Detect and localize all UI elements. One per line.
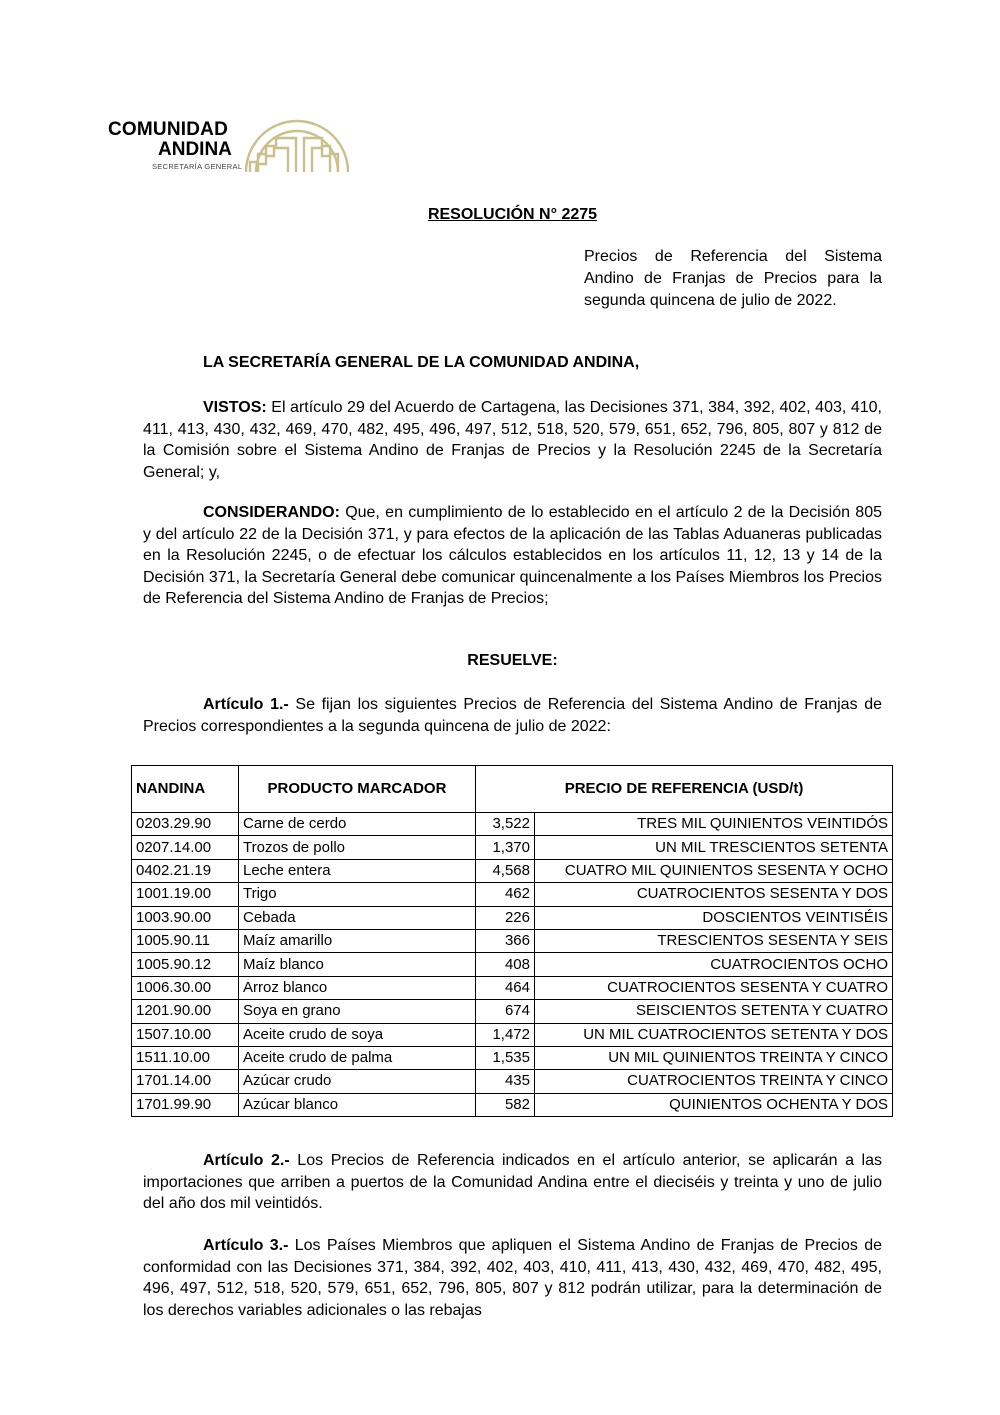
table-header-row [132, 766, 893, 813]
cell-producto: Maíz blanco [239, 953, 476, 976]
cell-letras: CUATRO MIL QUINIENTOS SESENTA Y OCHO [535, 859, 893, 882]
logo-line-1: COMUNIDAD [108, 119, 229, 140]
reference-price-table [131, 765, 893, 1117]
cell-nandina: 1005.90.11 [132, 929, 239, 952]
articulo-1-paragraph [143, 694, 882, 737]
resolution-title [0, 206, 1000, 224]
articulo-2-label: Artículo 2.- [203, 1152, 290, 1169]
cell-valor: 1,370 [476, 836, 535, 859]
cell-producto: Cebada [239, 906, 476, 929]
table-row [132, 929, 893, 952]
resuelve-text: RESUELVE: [467, 652, 558, 669]
cell-nandina: 0402.21.19 [132, 859, 239, 882]
cell-letras: CUATROCIENTOS TREINTA Y CINCO [535, 1070, 893, 1093]
table-row [132, 813, 893, 836]
cell-nandina: 1511.10.00 [132, 1046, 239, 1069]
cell-producto: Soya en grano [239, 1000, 476, 1023]
table-row [132, 1070, 893, 1093]
cell-producto: Trigo [239, 883, 476, 906]
cell-valor: 1,472 [476, 1023, 535, 1046]
table-row [132, 953, 893, 976]
table-row [132, 859, 893, 882]
cell-nandina: 1005.90.12 [132, 953, 239, 976]
cell-valor: 582 [476, 1093, 535, 1116]
cell-letras: DOSCIENTOS VEINTISÉIS [535, 906, 893, 929]
cell-valor: 674 [476, 1000, 535, 1023]
cell-nandina: 1701.14.00 [132, 1070, 239, 1093]
cell-nandina: 1001.19.00 [132, 883, 239, 906]
table-body [132, 813, 893, 1117]
andean-arch-icon [242, 118, 352, 174]
table-row [132, 976, 893, 999]
considerando-paragraph [143, 502, 882, 610]
cell-letras: TRES MIL QUINIENTOS VEINTIDÓS [535, 813, 893, 836]
cell-valor: 464 [476, 976, 535, 999]
table-row [132, 1093, 893, 1116]
table-row [132, 1000, 893, 1023]
articulo-2-paragraph [143, 1150, 882, 1215]
cell-valor: 435 [476, 1070, 535, 1093]
cell-producto: Aceite crudo de palma [239, 1046, 476, 1069]
cell-nandina: 0203.29.90 [132, 813, 239, 836]
articulo-3-label: Artículo 3.- [203, 1237, 289, 1254]
logo-line-3: SECRETARÍA GENERAL [152, 162, 243, 171]
vistos-paragraph [143, 397, 882, 483]
cell-valor: 408 [476, 953, 535, 976]
table-row [132, 836, 893, 859]
cell-letras: TRESCIENTOS SESENTA Y SEIS [535, 929, 893, 952]
cell-producto: Trozos de pollo [239, 836, 476, 859]
header-precio: PRECIO DE REFERENCIA (USD/t) [476, 766, 893, 813]
cell-nandina: 1701.99.90 [132, 1093, 239, 1116]
cell-letras: UN MIL TRESCIENTOS SETENTA [535, 836, 893, 859]
comunidad-andina-logo [108, 118, 348, 178]
secretaria-heading: LA SECRETARÍA GENERAL DE LA COMUNIDAD ANDINA, [203, 354, 640, 371]
cell-producto: Maíz amarillo [239, 929, 476, 952]
cell-letras: CUATROCIENTOS OCHO [535, 953, 893, 976]
cell-letras: CUATROCIENTOS SESENTA Y DOS [535, 883, 893, 906]
vistos-text: El artículo 29 del Acuerdo de Cartagena, las Decisiones 371, 384, 392, 402, 403, 410, 411, 413, 430, 432, 469, 470, 482, 495, 496, 497, 512, 518, 520, 579, 651, 652, 796, 805, 807 y 812 de la Comisión sobre el Sistema Andino de Franjas de Precios y la Resolución 2245 de la Secretaría General; y, [143, 399, 882, 481]
table-row [132, 906, 893, 929]
cell-nandina: 1201.90.00 [132, 1000, 239, 1023]
considerando-text: Que, en cumplimiento de lo establecido en el artículo 2 de la Decisión 805 y del artículo 22 de la Decisión 371, y para efectos de la aplicación de las Tablas Aduaneras publicadas en la Resolución 2245, o de efectuar los cálculos establecidos en los artículos 11, 12, 13 y 14 de la Decisión 371, la Secretaría General debe comunicar quincenalmente a los Países Miembros los Precios de Referencia del Sistema Andino de Franjas de Precios; [143, 504, 882, 607]
table-row [132, 1046, 893, 1069]
cell-valor: 462 [476, 883, 535, 906]
cell-letras: SEISCIENTOS SETENTA Y CUATRO [535, 1000, 893, 1023]
cell-producto: Aceite crudo de soya [239, 1023, 476, 1046]
cell-valor: 1,535 [476, 1046, 535, 1069]
logo-line-2: ANDINA [158, 139, 232, 160]
cell-letras: CUATROCIENTOS SESENTA Y CUATRO [535, 976, 893, 999]
cell-producto: Leche entera [239, 859, 476, 882]
cell-nandina: 1507.10.00 [132, 1023, 239, 1046]
articulo-3-paragraph [143, 1235, 882, 1321]
resolution-subject: Precios de Referencia del Sistema Andino de Franjas de Precios para la segunda quincena de julio de 2022. [584, 248, 882, 309]
cell-valor: 3,522 [476, 813, 535, 836]
articulo-1-text: Se fijan los siguientes Precios de Referencia del Sistema Andino de Franjas de Precios correspondientes a la segunda quincena de julio de 2022: [143, 696, 883, 735]
header-producto: PRODUCTO MARCADOR [239, 766, 476, 813]
resuelve-heading [0, 652, 1000, 670]
cell-valor: 366 [476, 929, 535, 952]
articulo-3-text: Los Países Miembros que apliquen el Sistema Andino de Franjas de Precios de conformidad con las Decisiones 371, 384, 392, 402, 403, 410, 411, 413, 430, 432, 469, 470, 482, 495, 496, 497, 512, 518, 520, 579, 651, 652, 796, 805, 807 y 812 podrán utilizar, para la determinación de los derechos variables adicionales o las rebajas [143, 1237, 882, 1319]
vistos-label: VISTOS: [203, 399, 267, 416]
cell-nandina: 0207.14.00 [132, 836, 239, 859]
resolution-title-text: RESOLUCIÓN N° 2275 [427, 206, 598, 223]
header-nandina: NANDINA [132, 766, 239, 813]
table-row [132, 883, 893, 906]
cell-producto: Azúcar crudo [239, 1070, 476, 1093]
articulo-1-label: Artículo 1.- [203, 696, 289, 713]
cell-nandina: 1003.90.00 [132, 906, 239, 929]
cell-letras: QUINIENTOS OCHENTA Y DOS [535, 1093, 893, 1116]
cell-producto: Azúcar blanco [239, 1093, 476, 1116]
cell-letras: UN MIL QUINIENTOS TREINTA Y CINCO [535, 1046, 893, 1069]
considerando-label: CONSIDERANDO: [203, 504, 340, 521]
cell-valor: 226 [476, 906, 535, 929]
cell-producto: Arroz blanco [239, 976, 476, 999]
articulo-2-text: Los Precios de Referencia indicados en el artículo anterior, se aplicarán a las importaciones que arriben a puertos de la Comunidad Andina entre el dieciséis y treinta y uno de julio del año dos mil veintidós. [143, 1152, 883, 1212]
cell-valor: 4,568 [476, 859, 535, 882]
cell-producto: Carne de cerdo [239, 813, 476, 836]
cell-nandina: 1006.30.00 [132, 976, 239, 999]
cell-letras: UN MIL CUATROCIENTOS SETENTA Y DOS [535, 1023, 893, 1046]
table-row [132, 1023, 893, 1046]
